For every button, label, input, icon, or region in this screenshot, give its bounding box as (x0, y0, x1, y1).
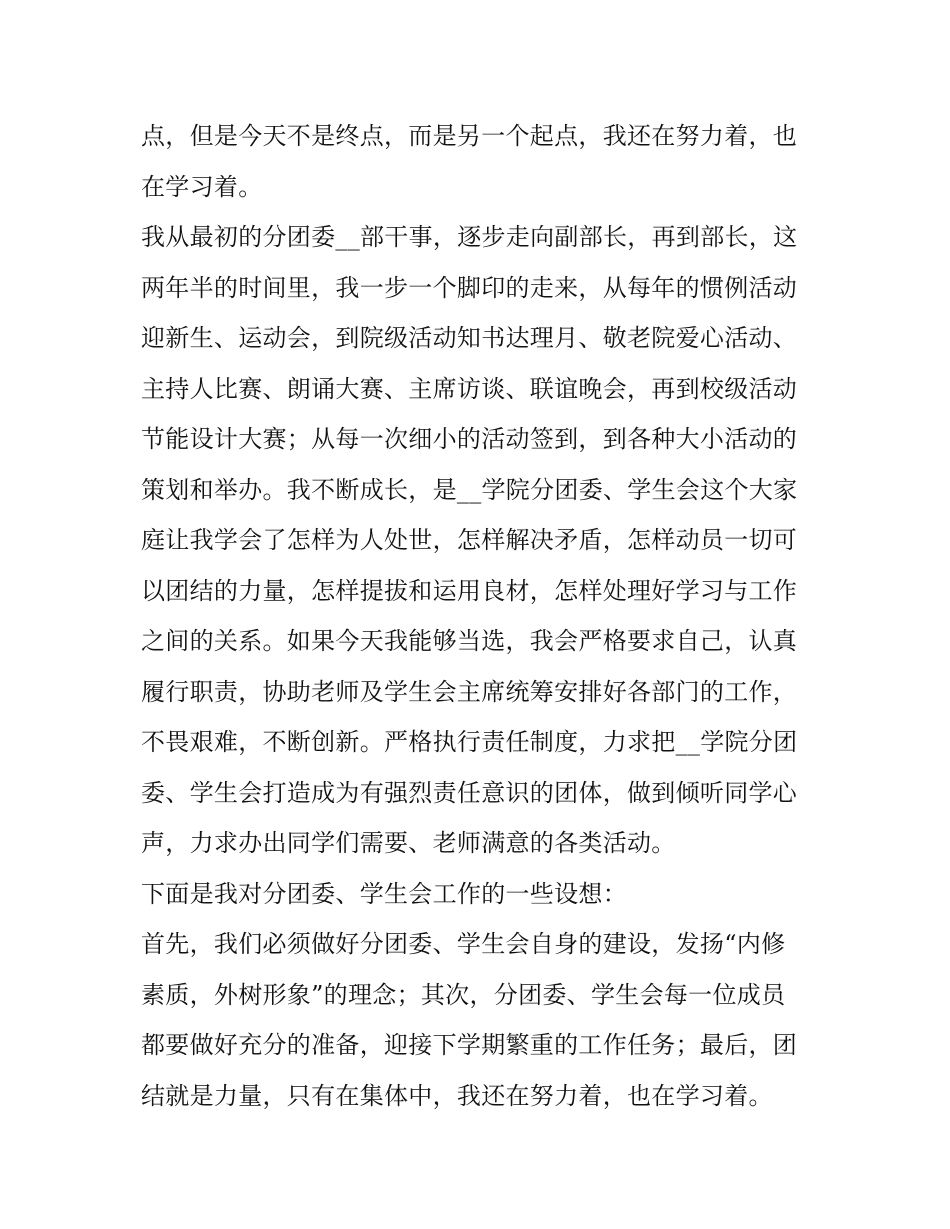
text-line: 首先，我们必须做好分团委、学生会自身的建设，发扬“内修 (141, 930, 786, 958)
text-line: 以团结的力量，怎样提拔和运用良材，怎样处理好学习与工作 (141, 576, 798, 605)
text-line: 履行职责，协助老师及学生会主席统筹安排好各部门的工作， (141, 677, 798, 706)
text-line: 在学习着。 (141, 172, 263, 201)
text-line: 点，但是今天不是终点，而是另一个起点，我还在努力着，也 (141, 122, 798, 150)
text-line: 庭让我学会了怎样为人处世，怎样解决矛盾，怎样动员一切可 (141, 526, 798, 554)
text-line: 主持人比赛、朗诵大赛、主席访谈、联谊晚会，再到校级活动 (141, 374, 798, 403)
text-line: 都要做好充分的准备，迎接下学期繁重的工作任务；最后，团 (141, 1031, 798, 1059)
text-line: 策划和举办。我不断成长，是__学院分团委、学生会这个大家 (141, 475, 798, 504)
text-line: 迎新生、运动会，到院级活动知书达理月、敬老院爱心活动、 (141, 324, 798, 352)
text-line: 声，力求办出同学们需要、老师满意的各类活动。 (141, 829, 676, 857)
text-line: 两年半的时间里，我一步一个脚印的走来，从每年的惯例活动 (141, 273, 798, 302)
text-line: 委、学生会打造成为有强烈责任意识的团体，做到倾听同学心 (141, 778, 798, 807)
text-line: 我从最初的分团委__部干事，逐步走向副部长，再到部长，这 (141, 223, 798, 251)
text-line: 素质，外树形象”的理念；其次，分团委、学生会每一位成员 (141, 980, 786, 1009)
text-line: 下面是我对分团委、学生会工作的一些设想： (141, 879, 627, 908)
text-line: 之间的关系。如果今天我能够当选，我会严格要求自己，认真 (141, 627, 798, 655)
text-line: 不畏艰难，不断创新。严格执行责任制度，力求把__学院分团 (141, 728, 798, 756)
body-text (141, 111, 811, 1121)
text-line: 结就是力量，只有在集体中，我还在努力着，也在学习着。 (141, 1081, 773, 1110)
text-line: 节能设计大赛；从每一次细小的活动签到，到各种大小活动的 (141, 425, 798, 453)
